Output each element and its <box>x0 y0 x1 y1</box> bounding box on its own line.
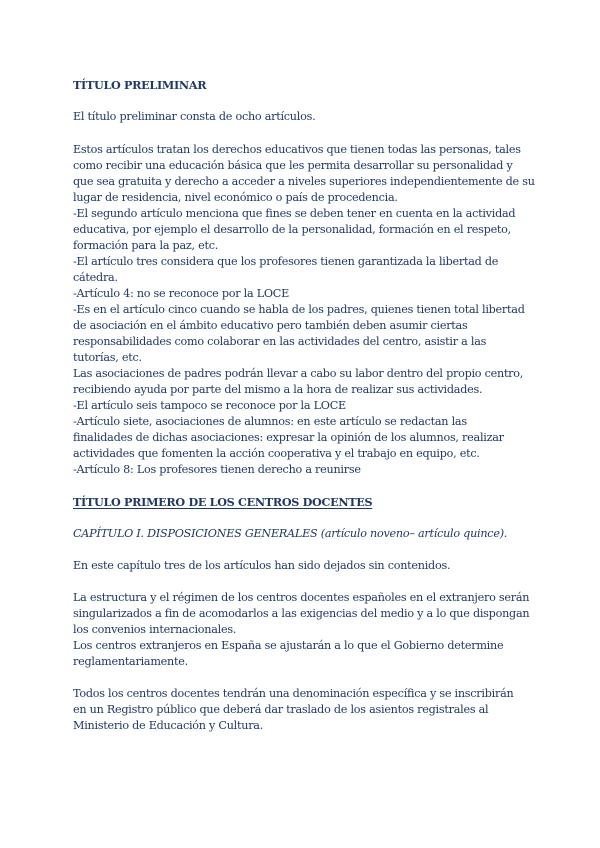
text-line: Los centros extranjeros en España se ajustarán a lo que el Gobierno determine <box>73 639 504 652</box>
text-line: La estructura y el régimen de los centros docentes españoles en el extranjero serán <box>73 591 530 604</box>
text-line: -El artículo seis tampoco se reconoce por la LOCE <box>73 399 346 412</box>
text-line: de asociación en el ámbito educativo pero también deben asumir ciertas <box>73 319 468 332</box>
text-line: que sea gratuita y derecho a acceder a niveles superiores independientemente de su <box>73 175 535 188</box>
intro-paragraph: El título preliminar consta de ocho artículos. <box>73 110 316 123</box>
text-line: lugar de residencia, nivel económico o país de procedencia. <box>73 191 398 204</box>
chapter-intro: En este capítulo tres de los artículos han sido dejados sin contenidos. <box>73 559 451 572</box>
text-line: formación para la paz, etc. <box>73 239 219 252</box>
text-line: Todos los centros docentes tendrán una denominación específica y se inscribirán <box>73 687 514 700</box>
text-line: Estos artículos tratan los derechos educativos que tienen todas las personas, tales <box>73 143 521 156</box>
text-line: en un Registro público que deberá dar traslado de los asientos registrales al <box>73 703 489 716</box>
text-line: -Artículo 4: no se reconoce por la LOCE <box>73 287 290 300</box>
text-line: -El segundo artículo menciona que fines se deben tener en cuenta en la actividad <box>73 207 516 220</box>
text-line: -Artículo siete, asociaciones de alumnos: en este artículo se redactan las <box>73 415 467 428</box>
text-line: -El artículo tres considera que los profesores tienen garantizada la libertad de <box>73 255 499 268</box>
text-line: educativa, por ejemplo el desarrollo de la personalidad, formación en el respeto, <box>73 223 511 236</box>
chapter-heading: CAPÍTULO I. DISPOSICIONES GENERALES (artículo noveno– artículo quince). <box>73 527 508 540</box>
heading-titulo-primero: TÍTULO PRIMERO DE LOS CENTROS DOCENTES <box>73 495 373 509</box>
text-line: cátedra. <box>73 271 118 284</box>
text-line: los convenios internacionales. <box>73 623 237 636</box>
text-line: -Artículo 8: Los profesores tienen derecho a reunirse <box>73 463 361 476</box>
text-line: recibiendo ayuda por parte del mismo a la hora de realizar sus actividades. <box>73 383 483 396</box>
heading-titulo-preliminar: TÍTULO PRELIMINAR <box>73 78 207 92</box>
text-line: Las asociaciones de padres podrán llevar a cabo su labor dentro del propio centro, <box>73 367 524 380</box>
text-line: singularizados a fin de acomodarlos a las exigencias del medio y a lo que dispongan <box>73 607 530 620</box>
text-line: Ministerio de Educación y Cultura. <box>73 719 264 732</box>
text-line: finalidades de dichas asociaciones: expresar la opinión de los alumnos, realizar <box>73 431 504 444</box>
text-line: como recibir una educación básica que les permita desarrollar su personalidad y <box>73 159 513 172</box>
text-line: -Es en el artículo cinco cuando se habla de los padres, quienes tienen total libertad <box>73 303 525 316</box>
text-line: reglamentariamente. <box>73 655 188 668</box>
text-line: responsabilidades como colaborar en las actividades del centro, asistir a las <box>73 335 487 348</box>
text-line: actividades que fomenten la acción cooperativa y el trabajo en equipo, etc. <box>73 447 480 460</box>
text-line: tutorías, etc. <box>73 351 142 364</box>
